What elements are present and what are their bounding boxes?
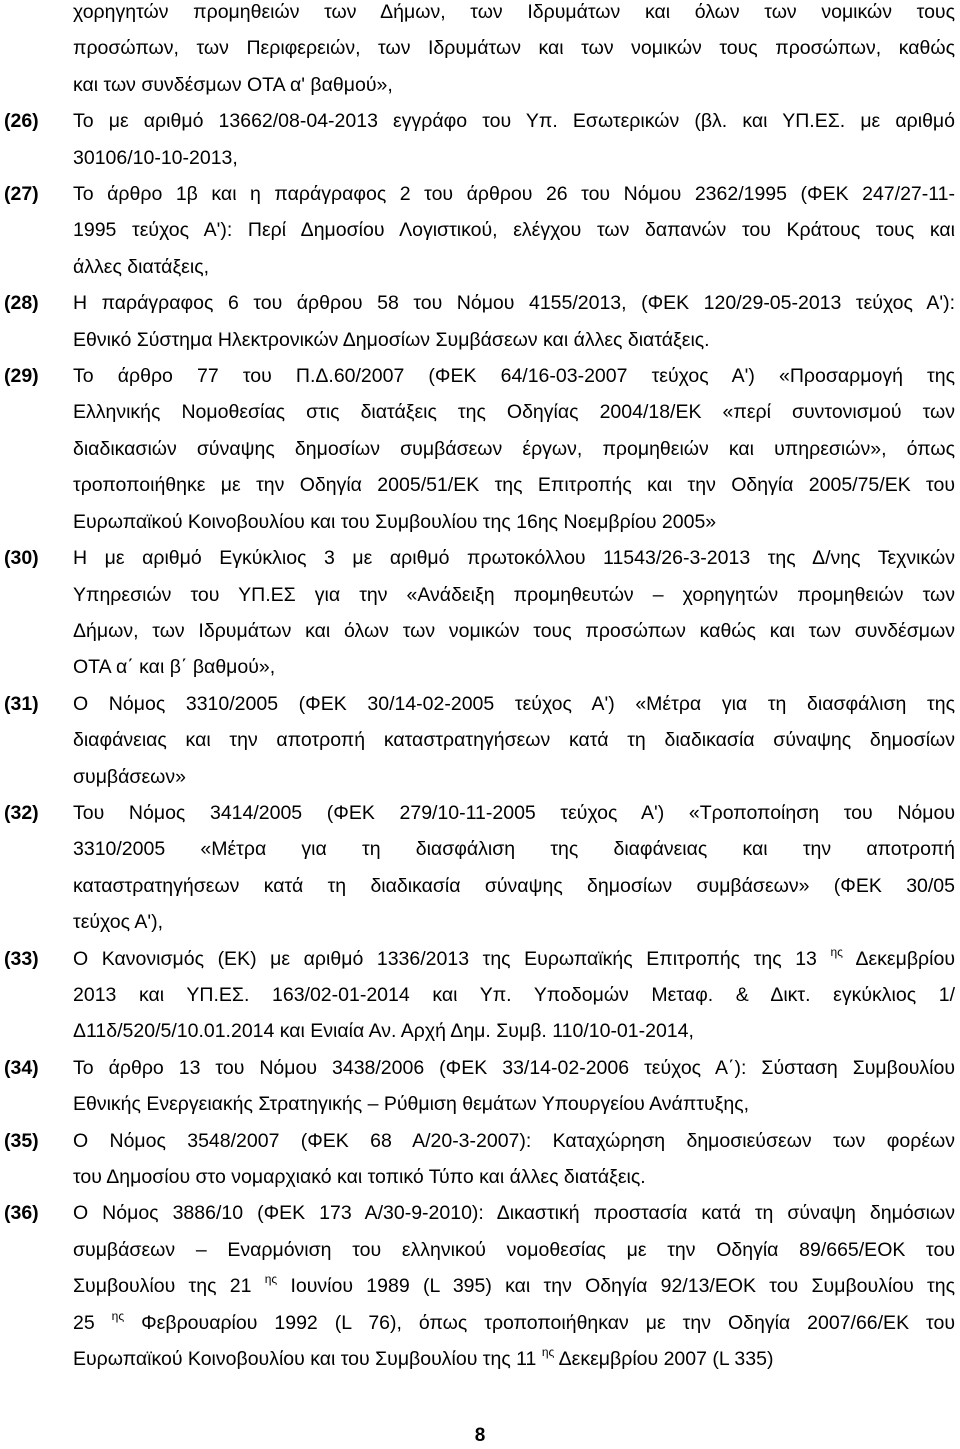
reference-number: (27) — [4, 183, 39, 206]
reference-text — [73, 176, 955, 285]
text-line: και των συνδέσμων ΟΤΑ α' βαθμού», — [73, 73, 393, 96]
text-line: Ο Νόμος 3310/2005 (ΦΕΚ 30/14-02-2005 τεύχος Α') «Μέτρα για τη διασφάλιση της — [73, 692, 955, 715]
text-line: Το άρθρο 77 του Π.Δ.60/2007 (ΦΕΚ 64/16-03-2007 τεύχος Α') «Προσαρμογή της — [73, 365, 955, 388]
text-line: Υπηρεσιών του ΥΠ.ΕΣ για την «Ανάδειξη προμηθευτών – χορηγητών προμηθειών των — [73, 583, 955, 606]
text-line: Του Νόμος 3414/2005 (ΦΕΚ 279/10-11-2005 τεύχος Α') «Τροποποίηση του Νόμου — [73, 801, 955, 824]
reference-number: (29) — [4, 365, 39, 388]
reference-number: (34) — [4, 1056, 39, 1079]
text-line: Ευρωπαϊκού Κοινοβουλίου και του Συμβουλίου της 11 $^{\eta\varsigma}$ Δεκεμβρίου 2007 (L 335) — [73, 1345, 774, 1371]
reference-text — [73, 1123, 955, 1196]
text-line: 30106/10-10-2013, — [73, 146, 238, 169]
reference-text — [73, 540, 955, 686]
superscript: ης — [830, 944, 843, 959]
reference-number: (35) — [4, 1129, 39, 1152]
text-line: Ο Νόμος 3886/10 (ΦΕΚ 173 Α/30-9-2010): Δικαστική προστασία κατά τη σύναψη δημόσιων — [73, 1202, 955, 1225]
reference-text — [73, 285, 955, 358]
reference-item — [0, 358, 960, 540]
text-line: Δήμων, των Ιδρυμάτων και όλων των νομικών τους προσώπων καθώς και των συνδέσμων — [73, 619, 955, 642]
superscript: ης — [264, 1272, 278, 1287]
reference-number: (31) — [4, 692, 39, 715]
reference-item — [0, 176, 960, 285]
text-line: συμβάσεων – Εναρμόνιση του ελληνικού νομοθεσίας με την Οδηγία 89/665/ΕΟΚ του — [73, 1238, 955, 1261]
reference-text — [73, 358, 955, 540]
text-line: Ευρωπαϊκού Κοινοβουλίου και του Συμβουλίου της 16ης Νοεμβρίου 2005» — [73, 510, 717, 533]
text-line: Η παράγραφος 6 του άρθρου 58 του Νόμου 4155/2013, (ΦΕΚ 120/29-05-2013 τεύχος Α'): — [73, 292, 955, 315]
reference-item — [0, 540, 960, 686]
legal-references-list — [0, 103, 960, 1377]
text-line: ΟΤΑ α΄ και β΄ βαθμού», — [73, 656, 276, 679]
text-line: Το με αριθμό 13662/08-04-2013 εγγράφο του Υπ. Εσωτερικών (βλ. και ΥΠ.ΕΣ. με αριθμό — [73, 110, 955, 133]
reference-number: (28) — [4, 292, 39, 315]
text-line: Εθνικό Σύστημα Ηλεκτρονικών Δημοσίων Συμβάσεων και άλλες διατάξεις. — [73, 328, 710, 351]
text-line: συμβάσεων» — [73, 765, 186, 788]
reference-number: (26) — [4, 110, 39, 133]
text-line: διαδικασιών σύναψης δημοσίων συμβάσεων έργων, προμηθειών και υπηρεσιών», όπως — [73, 437, 955, 460]
superscript: ης — [111, 1308, 125, 1323]
text-line: χορηγητών προμηθειών των Δήμων, των Ιδρυμάτων και όλων των νομικών τους — [73, 1, 955, 23]
text-line: Εθνικής Ενεργειακής Στρατηγικής – Ρύθμιση θεμάτων Υπουργείου Ανάπτυξης, — [73, 1093, 750, 1116]
reference-item — [0, 941, 960, 1050]
text-line: Η με αριθμό Εγκύκλιος 3 με αριθμό πρωτοκόλλου 11543/26-3-2013 της Δ/νης Τεχνικών — [73, 547, 955, 570]
text-line: 3310/2005 «Μέτρα για τη διασφάλιση της διαφάνειας και την αποτροπή — [73, 838, 955, 861]
reference-item — [0, 1195, 960, 1377]
text-line: προσώπων, των Περιφερειών, των Ιδρυμάτων και των νομικών τους προσώπων, καθώς — [73, 37, 955, 60]
reference-item — [0, 686, 960, 795]
text-line: Ελληνικής Νομοθεσίας στις διατάξεις της Οδηγίας 2004/18/ΕΚ «περί συντονισμού των — [73, 401, 955, 424]
text-line: του Δημοσίου στο νομαρχιακό και τοπικό Τύπο και άλλες διατάξεις. — [73, 1166, 646, 1188]
text-line: 2013 και ΥΠ.ΕΣ. 163/02-01-2014 και Υπ. Υποδομών Μεταφ. & Δικτ. εγκύκλιος 1/ — [73, 983, 955, 1006]
text-line: διαφάνειας και την αποτροπή καταστρατηγήσεων κατά τη διαδικασία σύναψης δημοσίων — [73, 729, 955, 752]
text-line: τροποποιήθηκε με την Οδηγία 2005/51/ΕΚ της Επιτροπής και την Οδηγία 2005/75/ΕΚ του — [73, 474, 955, 497]
text-line: Το άρθρο 1β και η παράγραφος 2 του άρθρου 26 του Νόμου 2362/1995 (ΦΕΚ 247/27-11- — [73, 183, 955, 206]
text-line: Το άρθρο 13 του Νόμου 3438/2006 (ΦΕΚ 33/14-02-2006 τεύχος Α΄): Σύσταση Συμβουλίου — [73, 1056, 955, 1079]
reference-text — [73, 1050, 955, 1123]
reference-text — [73, 1195, 955, 1377]
reference-item — [0, 1050, 960, 1123]
text-line: Δ11δ/520/5/10.01.2014 και Ενιαία Αν. Αρχή Δημ. Συμβ. 110/10-01-2014, — [73, 1020, 694, 1043]
reference-number: (36) — [4, 1202, 39, 1225]
text-line: Ο Νόμος 3548/2007 (ΦΕΚ 68 Α/20-3-2007): Καταχώρηση δημοσιεύσεων των φορέων — [73, 1129, 955, 1152]
text-line: καταστρατηγήσεων κατά τη διαδικασία σύναψης δημοσίων συμβάσεων» (ΦΕΚ 30/05 — [73, 874, 955, 897]
reference-number: (33) — [4, 947, 39, 970]
reference-number: (30) — [4, 547, 39, 570]
intro-paragraph — [73, 0, 955, 103]
text-line: 1995 τεύχος Α'): Περί Δημοσίου Λογιστικού, ελέγχου των δαπανών του Κράτους τους και — [73, 219, 955, 242]
reference-item — [0, 285, 960, 358]
reference-text — [73, 795, 955, 941]
page-number: 8 — [474, 1425, 486, 1446]
superscript: ης — [541, 1345, 555, 1360]
reference-item — [0, 1123, 960, 1196]
text-line: 25 $^{\eta\varsigma}$ Φεβρουαρίου 1992 (L 76), όπως τροποποιήθηκαν με την Οδηγία 2007/66/ΕΚ του — [73, 1308, 955, 1334]
text-line: Συμβουλίου της 21 $^{\eta\varsigma}$ Ιουνίου 1989 (L 395) και την Οδηγία 92/13/ΕΟΚ του Συμβουλίου της — [73, 1272, 955, 1298]
reference-text — [73, 103, 955, 176]
text-line: Ο Κανονισμός (ΕΚ) με αριθμό 1336/2013 της Ευρωπαϊκής Επιτροπής της 13 $^{\eta\varsigma}$ Δεκεμβρίου — [73, 944, 955, 970]
reference-item — [0, 795, 960, 941]
reference-number: (32) — [4, 801, 39, 824]
reference-item — [0, 103, 960, 176]
reference-text — [73, 941, 955, 1050]
text-line: τεύχος Α'), — [73, 911, 163, 934]
reference-text — [73, 686, 955, 795]
text-line: άλλες διατάξεις, — [73, 255, 210, 278]
